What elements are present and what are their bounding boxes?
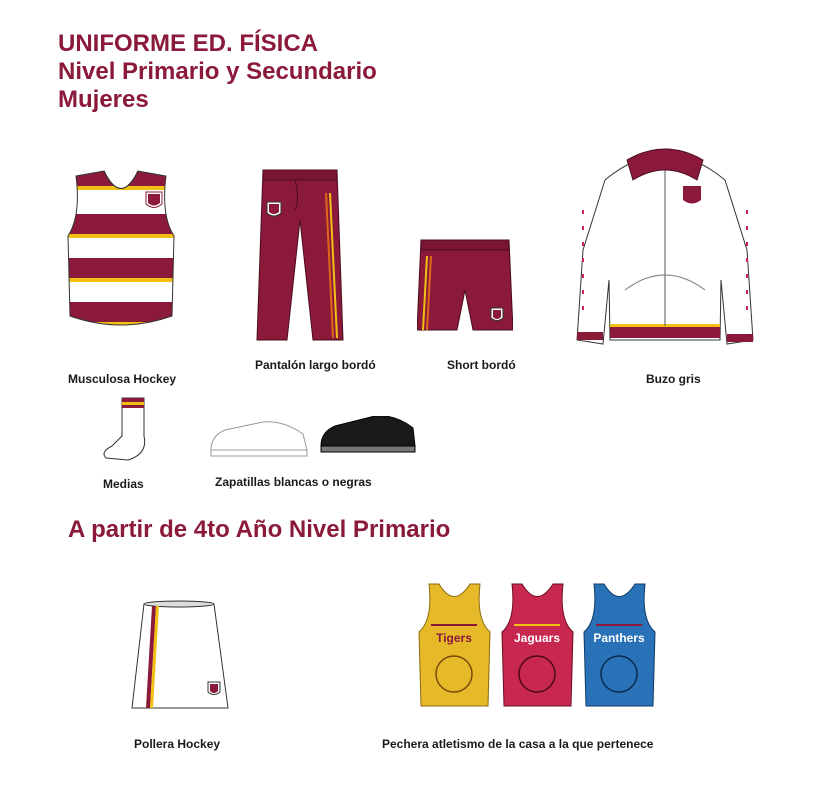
pantalon-caption: Pantalón largo bordó	[255, 358, 376, 372]
zapatillas-illustration	[207, 416, 417, 464]
page-subtitle-levels: Nivel Primario y Secundario	[58, 58, 377, 85]
page-title: UNIFORME ED. FÍSICA	[58, 30, 319, 57]
zapatillas-caption: Zapatillas blancas o negras	[215, 475, 372, 489]
pechera-jersey-tigers	[417, 580, 492, 710]
jersey-label-jaguars: Jaguars	[513, 631, 561, 645]
jersey-label-tigers: Tigers	[436, 631, 472, 645]
page-subtitle-gender: Mujeres	[58, 86, 149, 113]
pantalon-illustration	[255, 168, 345, 348]
pollera-illustration	[130, 600, 230, 710]
pechera-jersey-panthers	[582, 580, 657, 710]
jersey-label-panthers: Panthers	[593, 631, 645, 645]
pollera-caption: Pollera Hockey	[134, 737, 221, 751]
medias-illustration	[100, 396, 150, 466]
section-title-4to-ano: A partir de 4to Año Nivel Primario	[68, 516, 451, 543]
pechera-caption: Pechera atletismo de la casa a la que pertenece	[382, 737, 654, 751]
pechera-jersey-jaguars	[500, 580, 575, 710]
short-illustration	[417, 236, 513, 334]
short-caption: Short bordó	[447, 358, 516, 372]
buzo-illustration	[575, 140, 755, 350]
musculosa-caption: Musculosa Hockey	[68, 372, 177, 386]
buzo-caption: Buzo gris	[646, 372, 701, 386]
medias-caption: Medias	[103, 477, 144, 491]
musculosa-illustration	[66, 166, 176, 332]
